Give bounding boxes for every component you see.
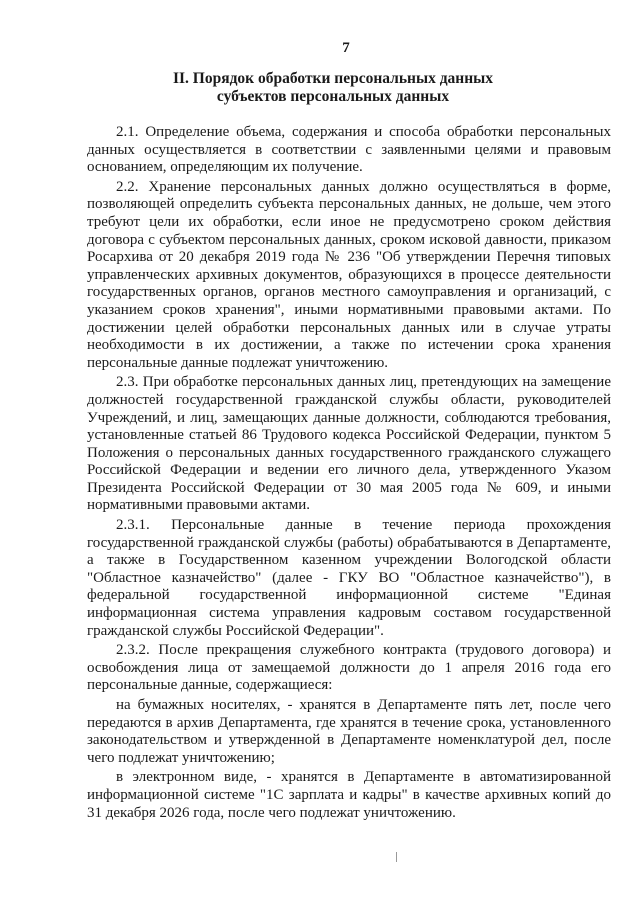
paragraph-2-1: 2.1. Определение объема, содержания и способа обработки персональных данных осуществляется в соответствии с заявленными целями и правовым основанием, определяющим их получение.	[87, 124, 611, 176]
section-heading-line-1: II. Порядок обработки персональных данных	[172, 70, 494, 87]
paragraph-electronic-storage: в электронном виде, - хранятся в Департаменте в автоматизированной информационной системе "1С зарплата и кадры" в качестве архивных копий до 31 декабря 2026 года, после чего подлежат уничтожению.	[87, 769, 611, 821]
paragraph-2-3-1: 2.3.1. Персональные данные в течение периода прохождения государственной гражданской службы (работы) обрабатываются в Департаменте, а также в Государственном казенном учреждении Вологодской области "Областное казначейство" (далее - ГКУ ВО "Областное казначейство"), в федеральной государственной информационной системе "Единая информационная система управления кадровым составом государственной гражданской службы Российской Федерации".	[87, 517, 611, 639]
scan-artifact-mark	[396, 852, 397, 862]
section-heading-line-2: субъектов персональных данных	[216, 88, 450, 105]
section-heading	[0, 70, 640, 106]
document-body	[87, 124, 611, 822]
paragraph-2-2: 2.2. Хранение персональных данных должно осуществляться в форме, позволяющей определить субъекта персональных данных, не дольше, чем этого требуют цели их обработки, если иное не предусмотрено сроком действия договора с субъектом персональных данных, сроком исковой давности, приказом Росархива от 20 декабря 2019 года № 236 "Об утверждении Перечня типовых управленческих архивных документов, образующихся в процессе деятельности государственных органов, органов местного самоуправления и организаций, с указанием сроков хранения", иными нормативными правовыми актами. По достижении целей обработки персональных данных или в случае утраты необходимости в их достижении, а также по истечении срока хранения персональные данные подлежат уничтожению.	[87, 178, 611, 371]
paragraph-2-3: 2.3. При обработке персональных данных лиц, претендующих на замещение должностей государственной гражданской службы области, руководителей Учреждений, и лиц, замещающих данные должности, соблюдаются требования, установленные статьей 86 Трудового кодекса Российской Федерации, пунктом 5 Положения о персональных данных государственного гражданского служащего Российской Федерации и ведении его личного дела, утвержденного Указом Президента Российской Федерации от 30 мая 2005 года № 609, и иными нормативными правовыми актами.	[87, 374, 611, 514]
page-number: 7	[342, 40, 350, 56]
paragraph-2-3-2: 2.3.2. После прекращения служебного контракта (трудового договора) и освобождения лица от замещаемой должности до 1 апреля 2016 года его персональные данные, содержащиеся:	[87, 642, 611, 694]
paragraph-paper-storage: на бумажных носителях, - хранятся в Департаменте пять лет, после чего передаются в архив Департамента, где хранятся в течение срока, установленного законодательством и утвержденной в Департаменте номенклатурой дел, после чего подлежат уничтожению;	[87, 697, 611, 766]
